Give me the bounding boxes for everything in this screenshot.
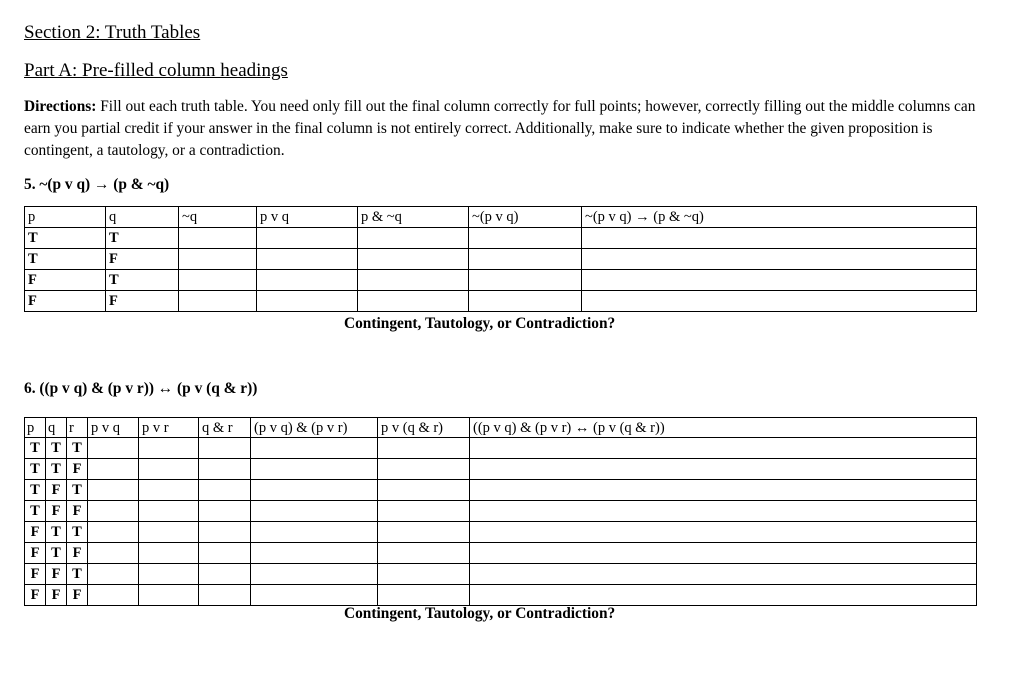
answer-cell[interactable] — [199, 438, 251, 459]
answer-cell[interactable] — [179, 291, 257, 312]
cell-r: T — [67, 438, 88, 459]
answer-cell[interactable] — [199, 501, 251, 522]
answer-cell[interactable] — [88, 480, 139, 501]
answer-cell[interactable] — [88, 459, 139, 480]
table-5-header-not-p-or-q: ~(p v q) — [469, 207, 582, 228]
question-5-classification-prompt: Contingent, Tautology, or Contradiction? — [344, 315, 616, 332]
cell-p: F — [25, 522, 46, 543]
cell-p: F — [25, 291, 106, 312]
answer-cell[interactable] — [251, 501, 378, 522]
answer-cell[interactable] — [88, 501, 139, 522]
answer-cell[interactable] — [470, 543, 977, 564]
cell-q: F — [106, 249, 179, 270]
cell-p: F — [25, 564, 46, 585]
answer-cell[interactable] — [358, 291, 469, 312]
answer-cell[interactable] — [378, 501, 470, 522]
answer-cell[interactable] — [582, 249, 977, 270]
table-row — [25, 459, 977, 480]
answer-cell[interactable] — [582, 291, 977, 312]
section-title: Section 2: Truth Tables — [24, 22, 201, 43]
table-5-header-p-or-q: p v q — [257, 207, 358, 228]
cell-p: T — [25, 228, 106, 249]
answer-cell[interactable] — [199, 585, 251, 606]
answer-cell[interactable] — [179, 228, 257, 249]
cell-p: F — [25, 585, 46, 606]
answer-cell[interactable] — [582, 228, 977, 249]
question-6-heading: 6. ((p v q) & (p v r)) ↔ (p v (q & r)) — [24, 380, 258, 397]
table-6-header-q-and-r: q & r — [199, 418, 251, 438]
table-5-header-row — [25, 207, 977, 228]
cell-r: F — [67, 501, 88, 522]
answer-cell[interactable] — [470, 459, 977, 480]
table-row — [25, 522, 977, 543]
table-row — [25, 480, 977, 501]
table-6-header-r: r — [67, 418, 88, 438]
answer-cell[interactable] — [251, 522, 378, 543]
table-6-header-final: ((p v q) & (p v r) ↔ (p v (q & r)) — [470, 418, 977, 438]
answer-cell[interactable] — [199, 543, 251, 564]
answer-cell[interactable] — [251, 480, 378, 501]
cell-p: T — [25, 249, 106, 270]
cell-p: F — [25, 270, 106, 291]
cell-r: T — [67, 564, 88, 585]
directions-paragraph — [24, 96, 984, 162]
answer-cell[interactable] — [378, 585, 470, 606]
answer-cell[interactable] — [470, 480, 977, 501]
answer-cell[interactable] — [251, 543, 378, 564]
table-row — [25, 585, 977, 606]
table-6-header-conjunction: (p v q) & (p v r) — [251, 418, 378, 438]
answer-cell[interactable] — [179, 249, 257, 270]
answer-cell[interactable] — [179, 270, 257, 291]
cell-p: F — [25, 543, 46, 564]
answer-cell[interactable] — [88, 564, 139, 585]
answer-cell[interactable] — [469, 249, 582, 270]
answer-cell[interactable] — [470, 585, 977, 606]
answer-cell[interactable] — [139, 522, 199, 543]
answer-cell[interactable] — [378, 543, 470, 564]
answer-cell[interactable] — [139, 543, 199, 564]
table-6-header-p-or-r: p v r — [139, 418, 199, 438]
cell-p: T — [25, 501, 46, 522]
cell-q: T — [46, 522, 67, 543]
table-5-header-p-and-not-q: p & ~q — [358, 207, 469, 228]
answer-cell[interactable] — [139, 480, 199, 501]
table-row — [25, 249, 977, 270]
table-row — [25, 291, 977, 312]
answer-cell[interactable] — [251, 438, 378, 459]
answer-cell[interactable] — [88, 543, 139, 564]
answer-cell[interactable] — [470, 564, 977, 585]
answer-cell[interactable] — [139, 501, 199, 522]
directions-text: Fill out each truth table. You need only fill out the final column correctly for full points; however, correctly filling out the middle columns can earn you partial credit if your answer in the final column is not entirely correct. Additionally, make sure to indicate whether the given proposition is contingent, a tautology, or a contradiction. — [24, 98, 976, 159]
answer-cell[interactable] — [469, 270, 582, 291]
answer-cell[interactable] — [358, 270, 469, 291]
answer-cell[interactable] — [378, 438, 470, 459]
answer-cell[interactable] — [251, 459, 378, 480]
cell-r: T — [67, 480, 88, 501]
answer-cell[interactable] — [88, 438, 139, 459]
answer-cell[interactable] — [257, 270, 358, 291]
answer-cell[interactable] — [251, 564, 378, 585]
answer-cell[interactable] — [257, 249, 358, 270]
answer-cell[interactable] — [251, 585, 378, 606]
table-6-header-p-or-q-and-r: p v (q & r) — [378, 418, 470, 438]
answer-cell[interactable] — [199, 522, 251, 543]
question-5-heading: 5. ~(p v q) → (p & ~q) — [24, 176, 170, 193]
directions-label: Directions: — [24, 98, 97, 115]
answer-cell[interactable] — [199, 459, 251, 480]
answer-cell[interactable] — [257, 291, 358, 312]
cell-r: F — [67, 585, 88, 606]
cell-q: F — [46, 501, 67, 522]
table-5-header-final: ~(p v q) → (p & ~q) — [582, 207, 977, 228]
cell-q: T — [106, 270, 179, 291]
cell-q: F — [46, 480, 67, 501]
answer-cell[interactable] — [469, 291, 582, 312]
answer-cell[interactable] — [199, 564, 251, 585]
answer-cell[interactable] — [139, 564, 199, 585]
answer-cell[interactable] — [139, 459, 199, 480]
answer-cell[interactable] — [358, 249, 469, 270]
table-6-header-row — [25, 418, 977, 438]
answer-cell[interactable] — [378, 522, 470, 543]
cell-q: T — [106, 228, 179, 249]
answer-cell[interactable] — [378, 459, 470, 480]
table-row — [25, 543, 977, 564]
cell-q: F — [46, 564, 67, 585]
cell-p: T — [25, 459, 46, 480]
answer-cell[interactable] — [88, 585, 139, 606]
answer-cell[interactable] — [470, 522, 977, 543]
cell-q: T — [46, 438, 67, 459]
table-5-header-p: p — [25, 207, 106, 228]
truth-table-5 — [24, 206, 977, 312]
table-6-header-p-or-q: p v q — [88, 418, 139, 438]
part-title: Part A: Pre-filled column headings — [24, 60, 288, 81]
cell-q: T — [46, 459, 67, 480]
cell-q: F — [106, 291, 179, 312]
table-5-header-q: q — [106, 207, 179, 228]
answer-cell[interactable] — [88, 522, 139, 543]
table-row — [25, 438, 977, 459]
cell-q: F — [46, 585, 67, 606]
answer-cell[interactable] — [470, 438, 977, 459]
answer-cell[interactable] — [257, 228, 358, 249]
answer-cell[interactable] — [139, 438, 199, 459]
answer-cell[interactable] — [358, 228, 469, 249]
table-6-header-p: p — [25, 418, 46, 438]
answer-cell[interactable] — [378, 480, 470, 501]
answer-cell[interactable] — [378, 564, 470, 585]
table-row — [25, 228, 977, 249]
answer-cell[interactable] — [199, 480, 251, 501]
cell-r: F — [67, 543, 88, 564]
table-row — [25, 270, 977, 291]
answer-cell[interactable] — [469, 228, 582, 249]
table-5-header-not-q: ~q — [179, 207, 257, 228]
table-row — [25, 564, 977, 585]
table-row — [25, 501, 977, 522]
answer-cell[interactable] — [139, 585, 199, 606]
question-6-classification-prompt: Contingent, Tautology, or Contradiction? — [344, 605, 616, 622]
truth-table-6 — [24, 417, 977, 606]
cell-r: T — [67, 522, 88, 543]
answer-cell[interactable] — [470, 501, 977, 522]
table-6-header-q: q — [46, 418, 67, 438]
cell-p: T — [25, 438, 46, 459]
answer-cell[interactable] — [582, 270, 977, 291]
cell-r: F — [67, 459, 88, 480]
cell-p: T — [25, 480, 46, 501]
cell-q: T — [46, 543, 67, 564]
